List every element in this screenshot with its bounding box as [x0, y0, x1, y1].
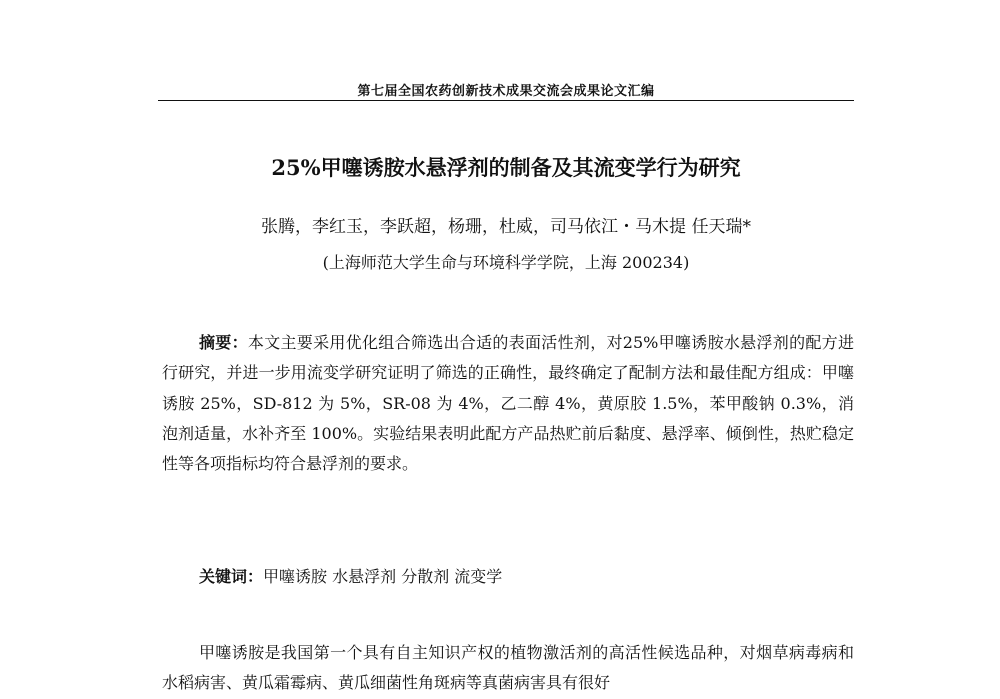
author-list: 张腾，李红玉，李跃超，杨珊，杜威，司马依江・马木提 任天瑞*	[261, 217, 751, 237]
keywords	[199, 564, 854, 587]
header-rule	[158, 100, 854, 101]
abstract-label: 摘要：	[199, 333, 248, 352]
affiliation: (上海师范大学生命与环境科学学院，上海 200234)	[322, 253, 690, 272]
keywords-label: 关键词：	[199, 567, 264, 586]
keywords-text: 甲噻诱胺 水悬浮剂 分散剂 流变学	[263, 567, 503, 586]
paper-title: 25%甲噻诱胺水悬浮剂的制备及其流变学行为研究	[271, 155, 741, 180]
body-paragraph: 甲噻诱胺是我国第一个具有自主知识产权的植物激活剂的高活性候选品种，对烟草病毒病和水稻病害、黄瓜霜霉病、黄瓜细菌性角斑病等真菌病害具有很好	[162, 643, 854, 693]
running-header: 第七届全国农药创新技术成果交流会成果论文汇编	[357, 84, 655, 99]
abstract-text: 本文主要采用优化组合筛选出合适的表面活性剂，对25%甲噻诱胺水悬浮剂的配方进行研究，并进一步用流变学研究证明了筛选的正确性，最终确定了配制方法和最佳配方组成：甲噻诱胺 25%，SD-812 为 5%，SR-08 为 4%，乙二醇 4%，黄原胶 1.5%，苯甲酸钠 0.3%，消泡剂适量，水补齐至 100%。实验结果表明此配方产品热贮前后黏度、悬浮率、倾倒性，热贮稳定性等各项指标均符合悬浮剂的要求。	[162, 333, 854, 474]
abstract	[162, 328, 854, 479]
